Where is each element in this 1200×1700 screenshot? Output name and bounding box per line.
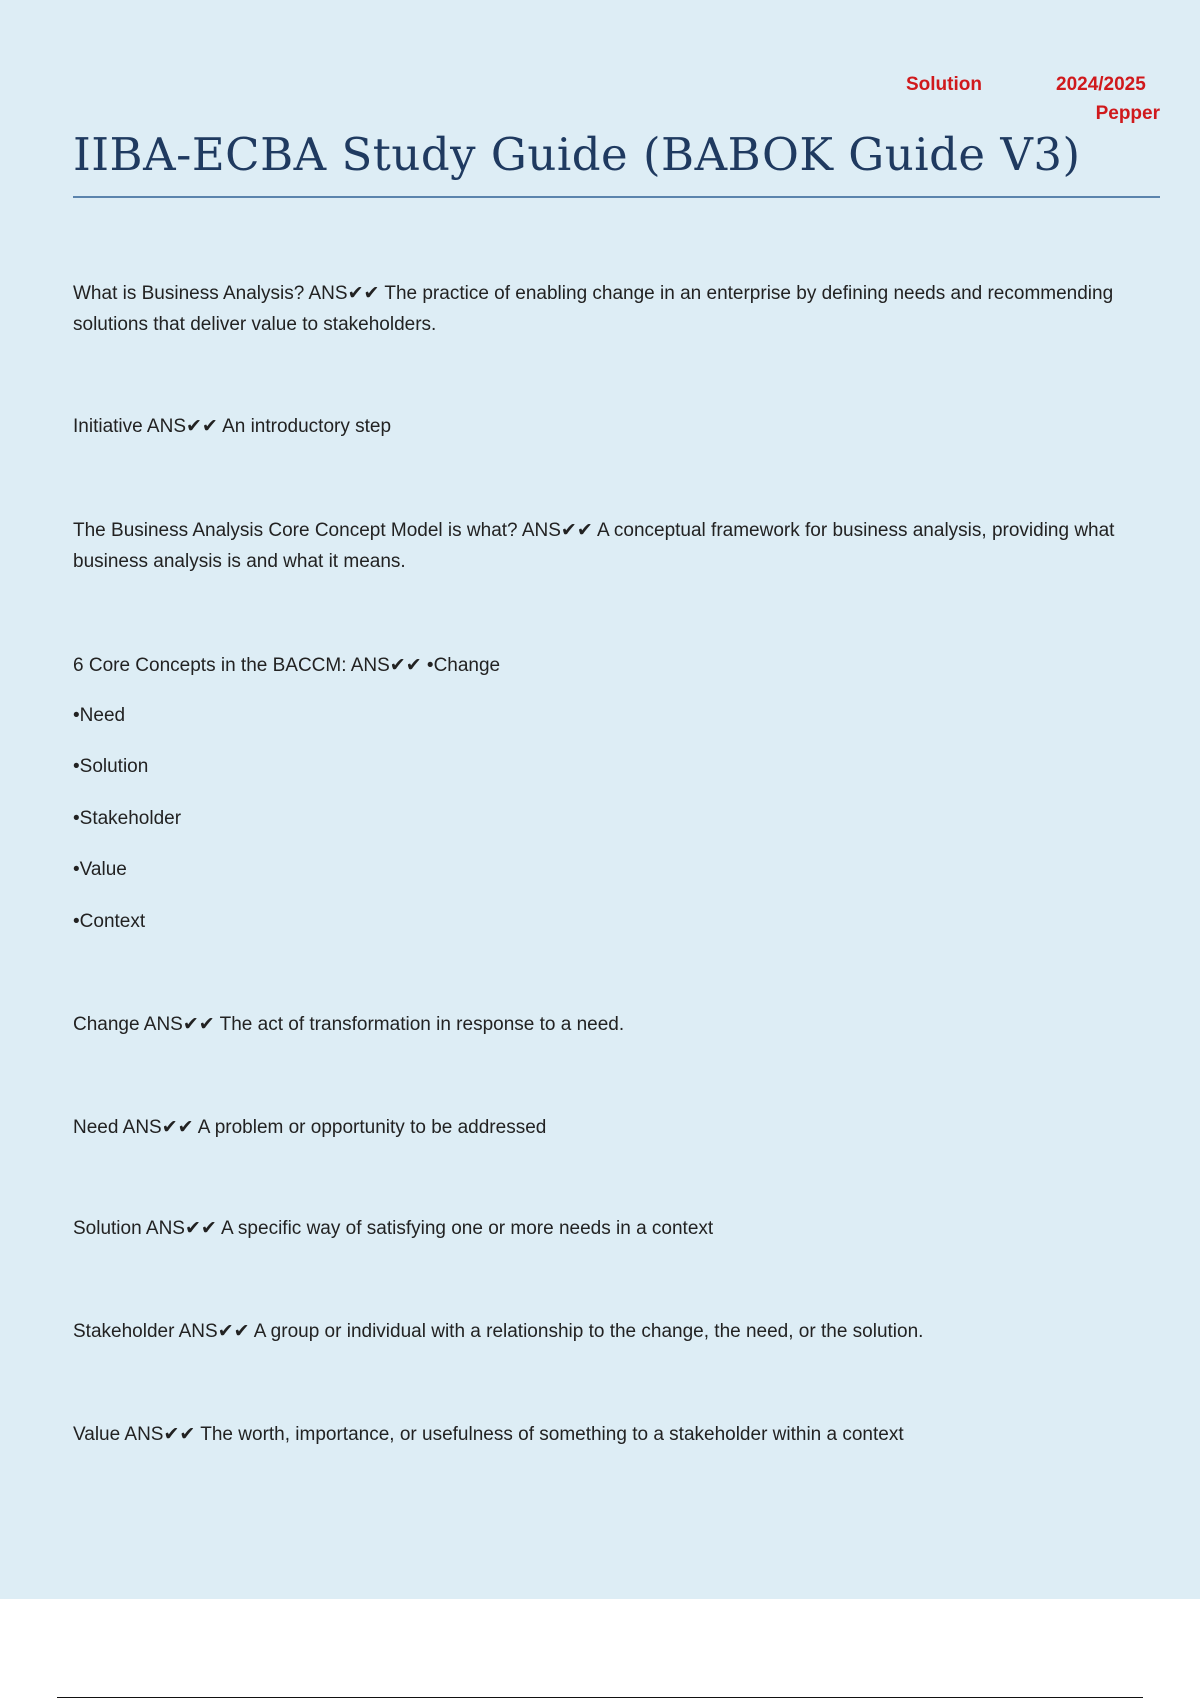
footer-divider <box>57 1697 1143 1698</box>
entry-solution: Solution ANS✔✔ A specific way of satisfying one or more needs in a context <box>73 1218 714 1239</box>
entry-change: Change ANS✔✔ The act of transformation in response to a need. <box>73 1014 625 1035</box>
list-item: •Stakeholder <box>73 808 182 829</box>
entry-core-concepts: 6 Core Concepts in the BACCM: ANS✔✔ •Change <box>73 655 501 676</box>
entry-need: Need ANS✔✔ A problem or opportunity to be addressed <box>73 1117 547 1138</box>
header-solution-label: Solution <box>906 74 982 95</box>
header-year: 2024/2025 <box>1056 74 1146 95</box>
title-divider <box>73 196 1160 198</box>
header-author: Pepper <box>1095 103 1160 124</box>
document-title: IIBA-ECBA Study Guide (BABOK Guide V3) <box>73 128 1081 181</box>
list-item: •Value <box>73 859 127 880</box>
entry-value: Value ANS✔✔ The worth, importance, or usefulness of something to a stakeholder within a context <box>73 1424 904 1445</box>
list-item: •Context <box>73 911 146 932</box>
list-item: •Need <box>73 705 126 726</box>
list-item: •Solution <box>73 756 149 777</box>
entry-baccm: The Business Analysis Core Concept Model is what? ANS✔✔ A conceptual framework for business analysis, providing what business analysis is and what it means. <box>73 520 1115 572</box>
entry-stakeholder: Stakeholder ANS✔✔ A group or individual with a relationship to the change, the need, or the solution. <box>73 1321 924 1342</box>
entry-business-analysis: What is Business Analysis? ANS✔✔ The practice of enabling change in an enterprise by defining needs and recommending solutions that deliver value to stakeholders. <box>73 283 1114 335</box>
entry-initiative: Initiative ANS✔✔ An introductory step <box>73 416 392 437</box>
